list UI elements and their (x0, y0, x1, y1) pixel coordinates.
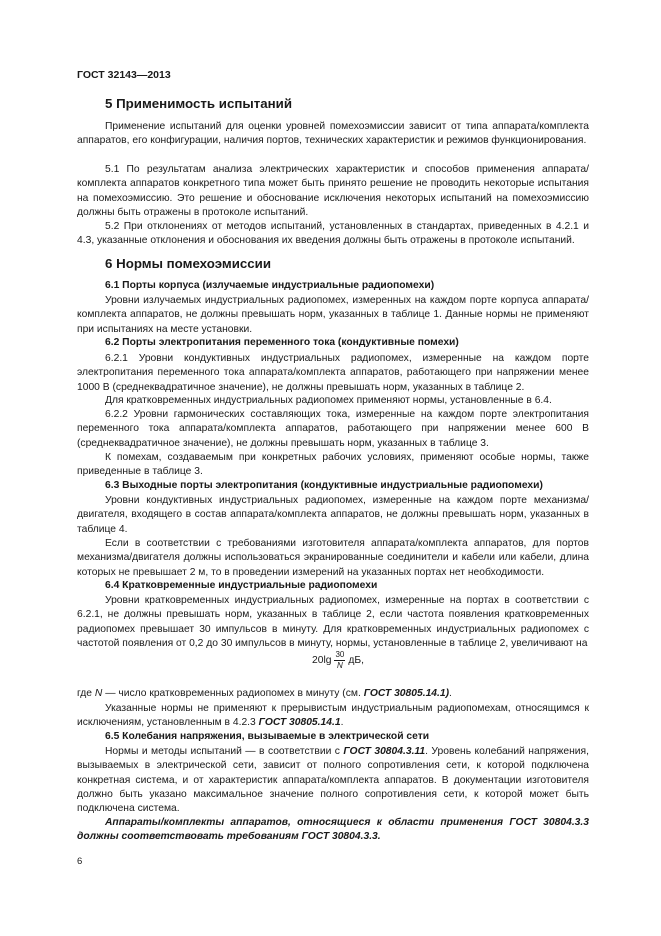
section-6-2-1-paragraph: 6.2.1 Уровни кондуктивных индустриальных радиопомех, измеренные на каждом порте электропитания переменного тока аппарата/комплекта аппаратов, работающего при напряжении менее 1000 В (среднеквадратичное значение), не должны превышать норм, указанных в таблице 2. (77, 353, 589, 393)
page-number: 6 (77, 856, 83, 867)
section-6-5-paragraph-2: Аппараты/комплекты аппаратов, относящиеся к области применения ГОСТ 30804.3.3 должны соответствовать требованиям ГОСТ 30804.3.3. (77, 817, 589, 843)
text: Нормы и методы испытаний — в соответствии с (105, 746, 344, 757)
section-6-2-special-norms-paragraph: К помехам, создаваемым при конкретных рабочих условиях, применяют особые нормы, также приведенные в таблице 3. (77, 452, 589, 478)
section-5-paragraph-1: Применение испытаний для оценки уровней помехоэмиссии зависит от типа аппарата/комплекта аппаратов, его конфигурации, наличия портов, технических характеристик и режимов функционирования. (77, 121, 589, 147)
section-5-1-paragraph: 5.1 По результатам анализа электрических характеристик и способов применения аппарата/комплекта аппаратов конкретного типа может быть принято решение не проводить некоторые испытания на помехоэмиссию. Это решение и обоснование исключения некоторых испытаний на помехоэмиссию должны быть отражены в протоколе испытаний. (77, 164, 589, 218)
section-6-1-heading: 6.1 Порты корпуса (излучаемые индустриальные радиопомехи) (105, 280, 435, 291)
section-6-4-heading: 6.4 Кратковременные индустриальные радиопомехи (105, 580, 378, 591)
formula-fraction (334, 650, 345, 671)
formula-denominator: N (337, 661, 343, 670)
section-6-5-paragraph-1 (77, 745, 589, 816)
section-6-4-where-clause (77, 687, 589, 701)
section-6-3-paragraph-1: Уровни кондуктивных индустриальных радиопомех, измеренные на каждом порте механизма/двигателя, входящего в состав аппарата/комплекта аппаратов, не должны превышать норм, указанных в таблице 4. (77, 495, 589, 535)
section-6-5-heading: 6.5 Колебания напряжения, вызываемые в электрической сети (105, 731, 430, 742)
text: Указанные нормы не применяют к прерывистым индустриальным радиопомехам, относящимся к исключениям, установленным в 4.2.3 (77, 703, 589, 729)
standard-reference: ГОСТ 30804.3.11 (343, 746, 426, 757)
formula-20lg-30-over-n (312, 650, 364, 671)
text: . (340, 717, 344, 729)
text: . (449, 688, 452, 699)
standard-reference: ГОСТ 30805.14.1) (363, 688, 450, 699)
section-6-2-2-paragraph: 6.2.2 Уровни гармонических составляющих тока, измеренные на каждом порте электропитания переменного тока аппарата/комплекта аппаратов, работающего при напряжении менее 600 В (среднеквадратичное значение), не должны превышать норм, указанных в таблице 3. (77, 409, 589, 449)
section-6-4-paragraph-1: Уровни кратковременных индустриальных радиопомех, измеренные на портах в соответствии с 6.2.1, не должны превышать норм, указанных в таблице 2, если частота появления кратковременных радиопомех превышает 30 импульсов в минуту. Для кратковременных индустриальных радиопомех с частотой появления от 0,2 до 30 импульсов в минуту, нормы, установленные в таблице 2, увеличивают на (77, 595, 589, 649)
document-header-id: ГОСТ 32143—2013 (77, 69, 171, 81)
standard-reference: ГОСТ 30805.14.1 (258, 717, 341, 729)
section-6-2-heading: 6.2 Порты электропитания переменного тока (кондуктивные помехи) (105, 337, 459, 348)
formula-numerator: 30 (335, 650, 345, 659)
section-6-3-paragraph-2: Если в соответствии с требованиями изготовителя аппарата/комплекта аппаратов, для портов механизма/двигателя должны использоваться экранированные соединители и кабели или кабели, длина которых не превышает 2 м, то в проведении измерений на указанных портах нет необходимости. (77, 538, 589, 578)
text: . Уровень колебаний напряжения, вызываемых в электрической сети, зависит от полного сопротивления сети, к которой подключена конкретная система, и от характеристик аппарата/комплекта аппаратов. В документации изготовителя должно быть указано максимальное значение полного сопротивления сети, к которой может быть подключена система. (77, 746, 589, 815)
formula-suffix: дБ, (348, 655, 365, 666)
variable-n: N (94, 688, 103, 699)
section-6-1-paragraph: Уровни излучаемых индустриальных радиопомех, измеренных на каждом порте корпуса аппарата/комплекта аппаратов, не должны превышать норм, указанных в таблице 1. Данные нормы не применяют при испытаниях на месте установки. (77, 295, 589, 335)
section-6-2-paragraph-short: Для кратковременных индустриальных радиопомех применяют нормы, установленные в 6.4. (105, 395, 552, 406)
formula-prefix: 20lg (312, 655, 332, 666)
section-6-heading: 6 Нормы помехоэмиссии (105, 256, 272, 271)
section-5-heading: 5 Применимость испытаний (105, 96, 293, 111)
text: где (77, 688, 95, 699)
section-5-2-paragraph: 5.2 При отклонениях от методов испытаний, установленных в стандартах, приведенных в 4.2.1 и 4.3, указанные отклонения и обоснования их введения должны быть отражены в протоколе испытаний. (77, 221, 589, 247)
section-6-3-heading: 6.3 Выходные порты электропитания (кондуктивные индустриальные радиопомехи) (105, 480, 543, 491)
text: — число кратковременных радиопомех в минуту (см. (102, 688, 364, 699)
section-6-4-paragraph-exceptions (77, 702, 589, 731)
